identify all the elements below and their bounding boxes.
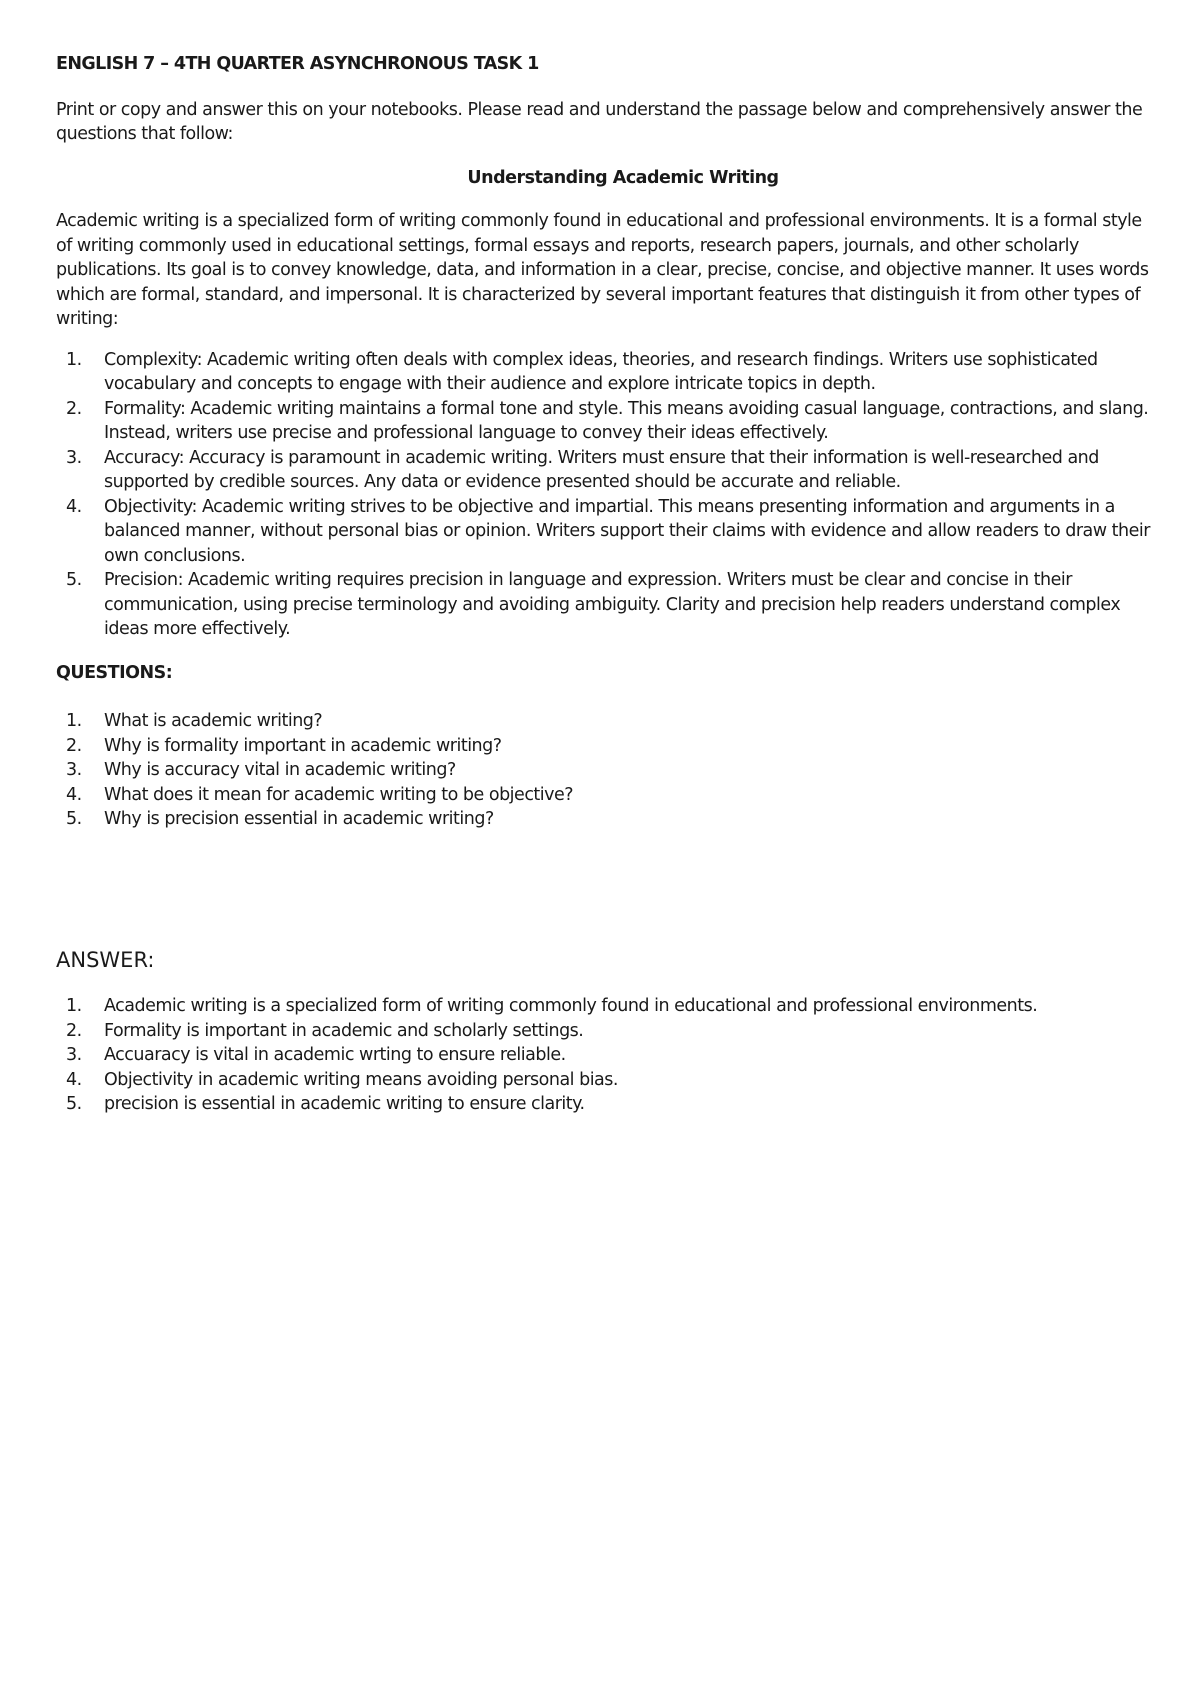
list-item <box>56 1019 1156 1044</box>
answer-heading: ANSWER: <box>56 947 155 972</box>
list-text: Formality: Academic writing maintains a formal tone and style. This means avoiding casual language, contractions, and slang. Instead, writers use precise and professional language to convey their ideas effectively. <box>104 398 1149 443</box>
list-item <box>56 783 1156 808</box>
list-number: 5. <box>66 1094 82 1114</box>
list-text: What does it mean for academic writing to be objective? <box>104 784 574 805</box>
list-item <box>56 1068 1156 1093</box>
list-item <box>56 397 1156 446</box>
list-number: 3. <box>66 1045 82 1065</box>
list-text: Objectivity: Academic writing strives to be objective and impartial. This means presenting information and arguments in a balanced manner, without personal bias or opinion. Writers support their claims with evidence and allow readers to draw their own conclusions. <box>104 496 1150 566</box>
list-item <box>56 348 1156 397</box>
document-title: ENGLISH 7 – 4TH QUARTER ASYNCHRONOUS TASK 1 <box>56 54 539 74</box>
features-list <box>56 348 1156 642</box>
list-number: 1. <box>66 349 82 370</box>
list-item <box>56 994 1156 1019</box>
list-text: Why is precision essential in academic writing? <box>104 809 494 829</box>
list-text: Objectivity in academic writing means avoiding personal bias. <box>104 1069 618 1090</box>
list-item <box>56 709 1156 734</box>
list-number: 5. <box>66 809 82 829</box>
list-text: Precision: Academic writing requires precision in language and expression. Writers must be clear and concise in their communication, using precise terminology and avoiding ambiguity. Clarity and precision help readers understand complex ideas more effectively. <box>104 570 1121 639</box>
list-number: 2. <box>66 398 82 419</box>
list-number: 1. <box>66 996 82 1016</box>
answers-list <box>56 994 1156 1117</box>
list-text: Why is accuracy vital in academic writing? <box>104 760 456 780</box>
list-number: 1. <box>66 711 82 731</box>
list-item <box>56 734 1156 759</box>
document-page <box>56 52 1156 1117</box>
list-text: Accuaracy is vital in academic wrting to ensure reliable. <box>104 1045 566 1065</box>
list-number: 2. <box>66 735 82 756</box>
list-number: 3. <box>66 447 82 468</box>
list-text: Formality is important in academic and scholarly settings. <box>104 1020 584 1041</box>
questions-list <box>56 709 1156 832</box>
list-item <box>56 1092 1156 1117</box>
list-text: Accuracy: Accuracy is paramount in academic writing. Writers must ensure that their information is well-researched and supported by credible sources. Any data or evidence presented should be accurate and reliable. <box>104 447 1099 492</box>
list-text: Complexity: Academic writing often deals with complex ideas, theories, and research findings. Writers use sophisticated vocabulary and concepts to engage with their audience and explore intricate topics in depth. <box>104 349 1098 394</box>
passage-intro: Academic writing is a specialized form of writing commonly found in educational and professional environments. It is a formal style of writing commonly used in educational settings, formal essays and reports, research papers, journals, and other scholarly publications. Its goal is to convey knowledge, data, and information in a clear, precise, concise, and objective manner. It uses words which are formal, standard, and impersonal. It is characterized by several important features that distinguish it from other types of writing: <box>56 211 1149 329</box>
list-item <box>56 446 1156 495</box>
list-number: 4. <box>66 1069 82 1090</box>
list-item <box>56 568 1156 642</box>
list-item <box>56 1043 1156 1068</box>
list-text: precision is essential in academic writing to ensure clarity. <box>104 1094 585 1114</box>
list-number: 3. <box>66 760 82 780</box>
list-text: Academic writing is a specialized form of writing commonly found in educational and professional environments. <box>104 996 1038 1016</box>
questions-heading: QUESTIONS: <box>56 662 173 683</box>
list-item <box>56 495 1156 569</box>
list-number: 4. <box>66 784 82 805</box>
list-number: 2. <box>66 1020 82 1041</box>
passage-title: Understanding Academic Writing <box>467 167 779 188</box>
list-number: 4. <box>66 496 82 517</box>
list-text: What is academic writing? <box>104 711 323 731</box>
list-item <box>56 758 1156 783</box>
list-number: 5. <box>66 570 82 590</box>
list-item <box>56 807 1156 832</box>
list-text: Why is formality important in academic writing? <box>104 735 502 756</box>
instructions-text: Print or copy and answer this on your notebooks. Please read and understand the passage below and comprehensively answer the questions that follow: <box>56 99 1143 144</box>
